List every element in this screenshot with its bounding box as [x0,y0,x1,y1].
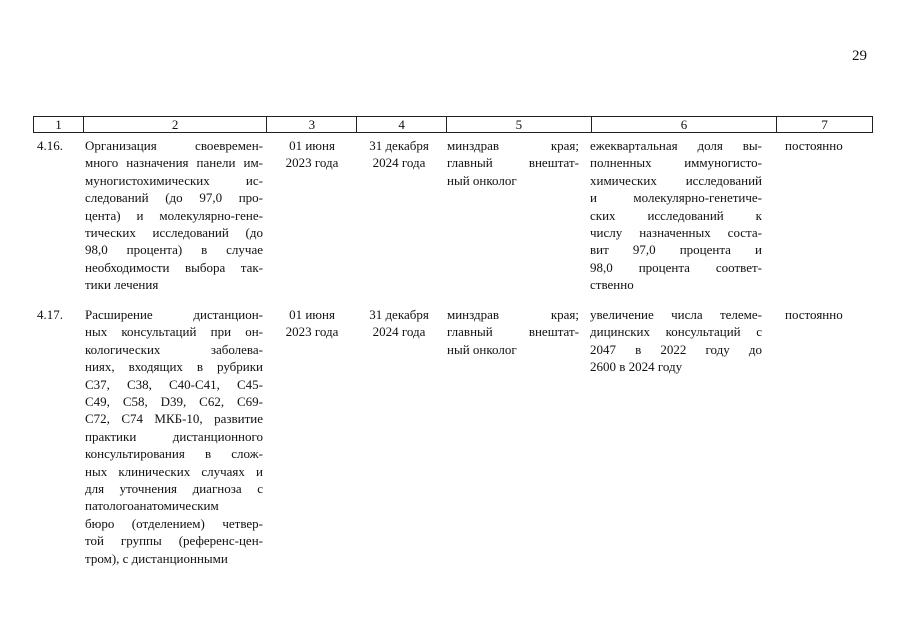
column-header-4: 4 [357,117,447,132]
column-header-2: 2 [84,117,268,132]
measure-description-line: для уточнения диагноза с [85,481,263,497]
page-number: 29 [852,48,867,64]
target-indicator-line: 2047 в 2022 году до [590,341,762,357]
measure-description [85,306,263,567]
column-header-5: 5 [447,117,592,132]
start-date-line: 01 июня [289,138,335,153]
end-date [364,306,434,341]
start-date-line: 2023 года [285,155,339,171]
responsible-party-line: главный внештат- [447,155,579,171]
item-number: 4.17. [37,307,63,322]
item-number: 4.16. [37,138,63,153]
target-indicator-line: химических исследований [590,172,762,188]
measure-description-line: много назначения панели им- [85,155,263,171]
measure-description-line: патологоанатомическим [85,498,219,514]
column-header-3: 3 [267,117,357,132]
responsible-party [447,306,579,358]
target-indicator-line: ственно [590,277,634,293]
target-indicator-line: 2600 в 2024 году [590,359,683,375]
measure-description-line: ниях, входящих в рубрики [85,359,263,375]
measure-description-line: необходимости выбора так- [85,259,263,275]
start-date [279,306,345,341]
measure-description-line: практики дистанционного [85,428,263,444]
measure-description-line: С49, С58, D39, С62, С69- [85,394,263,410]
start-date-line: 2023 года [285,324,339,340]
target-indicator-line: увеличение числа телеме- [590,307,762,322]
target-indicator [590,137,762,294]
responsible-party-line: ный онколог [447,341,517,357]
target-indicator-line: вит 97,0 процента и [590,242,762,258]
table-header-row [33,116,873,133]
measure-description-line: цента) и молекулярно-гене- [85,207,263,223]
measure-description-line: С37, С38, С40-С41, С45- [85,376,263,392]
measure-description-line: следований (до 97,0 про- [85,190,263,206]
measure-description-line: 98,0 процента) в случае [85,242,263,258]
target-indicator-line: дицинских консультаций с [590,324,762,340]
column-header-1: 1 [34,117,84,132]
responsible-party-line: главный внештат- [447,324,579,340]
measure-description-line: консультирования в слож- [85,446,263,462]
measure-description-line: Организация своевремен- [85,138,263,153]
start-date-line: 01 июня [289,307,335,322]
target-indicator-line: ских исследований к [590,207,762,223]
end-date [364,137,434,172]
target-indicator [590,306,762,376]
end-date-line: 2024 года [372,324,426,340]
measure-description-line: кологических заболева- [85,341,263,357]
target-indicator-line: и молекулярно-генетиче- [590,190,762,206]
measure-description-line: тром), с дистанционными [85,550,228,566]
measure-description-line: Расширение дистанцион- [85,307,263,322]
target-indicator-line: числу назначенных соста- [590,225,762,241]
column-header-7: 7 [821,117,828,132]
measure-description-line: той группы (референс-цен- [85,533,263,549]
measure-description-line: ных клинических случаях и [85,463,263,479]
target-indicator-line: 98,0 процента соответ- [590,259,762,275]
measure-description-line: С72, С74 МКБ-10, развитие [85,411,263,427]
measure-description-line: бюро (отделением) четвер- [85,515,263,531]
target-indicator-line: полненных иммуногисто- [590,155,762,171]
responsible-party [447,137,579,189]
reporting-frequency: постоянно [785,307,843,322]
end-date-line: 2024 года [372,155,426,171]
measure-description-line: тики лечения [85,277,159,293]
reporting-frequency: постоянно [785,138,843,153]
end-date-line: 31 декабря [369,138,429,153]
end-date-line: 31 декабря [369,307,429,322]
column-header-6: 6 [592,117,778,132]
measure-description-line: тических исследований (до [85,225,263,241]
responsible-party-line: минздрав края; [447,307,579,322]
measure-description [85,137,263,294]
responsible-party-line: ный онколог [447,172,517,188]
measure-description-line: ных консультаций при он- [85,324,263,340]
target-indicator-line: ежеквартальная доля вы- [590,138,762,153]
responsible-party-line: минздрав края; [447,138,579,153]
measure-description-line: муногистохимических ис- [85,172,263,188]
start-date [279,137,345,172]
